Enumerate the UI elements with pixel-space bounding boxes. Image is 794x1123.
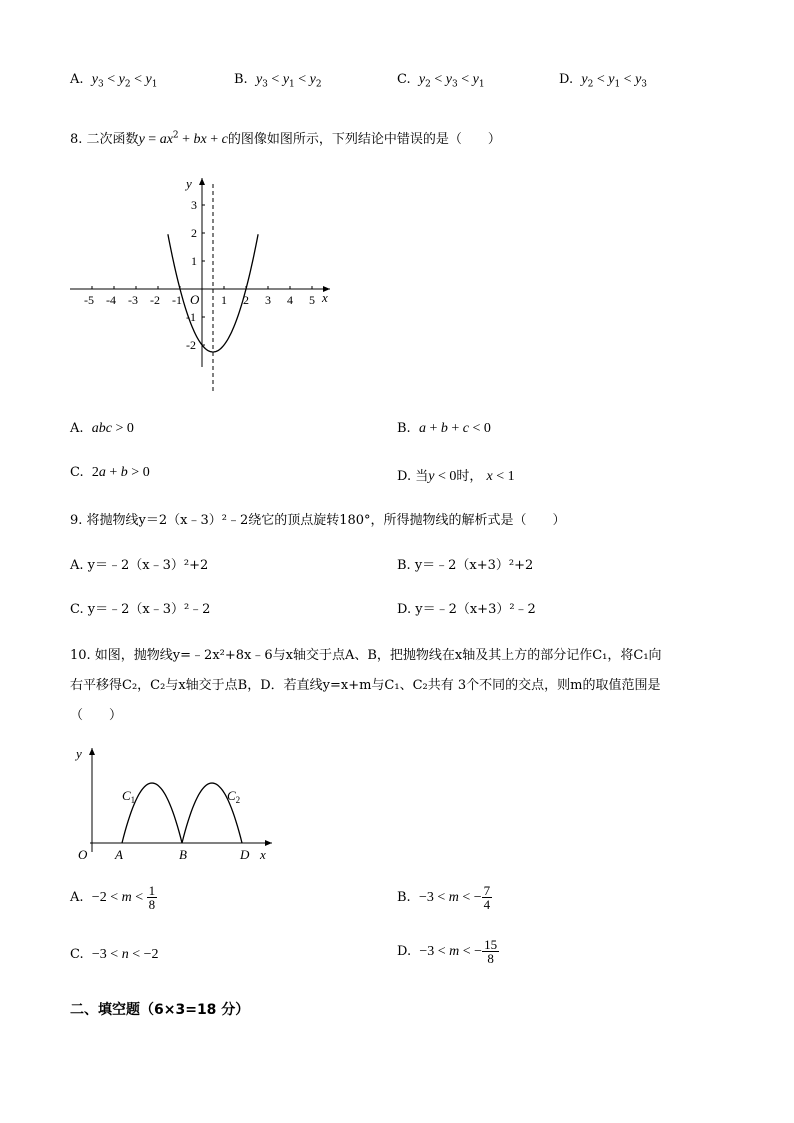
q8-parabola-graph: [68, 172, 338, 400]
q8-option-c: C. 2a + b > 0: [70, 465, 150, 480]
q8-x-tick-label: -3: [128, 293, 138, 307]
q10-option-c: C. −3 < n < −2: [70, 947, 159, 962]
q8-x-tick-label: 1: [221, 293, 227, 307]
q10-option-b: B. −3 < m < − $\frac{7}{4}$: [397, 883, 491, 912]
q10-origin-label: O: [78, 847, 88, 862]
q8-x-tick-label: -2: [150, 293, 160, 307]
q7-option-b: B. $y_3 < y_1 < y_2$: [234, 72, 322, 90]
q10-stem-line1: 10. 如图，抛物线y=﹣2x²+8x﹣6与x轴交于点A、B，把抛物线在x轴及其上方的部分记作C₁，将C₁向: [70, 648, 662, 663]
q8-stem: 8. 二次函数$y = ax^2$ + bx + c的图像如图所示，下列结论中错误的是（ ）: [70, 130, 501, 147]
q8-x-tick-label: 2: [243, 293, 249, 307]
q8-x-tick-label: 3: [265, 293, 271, 307]
q10-point-d: D: [240, 847, 250, 862]
q10-curve-c1: [122, 783, 182, 843]
q8-y-tick-label: -2: [186, 338, 196, 352]
q10-graph: [70, 740, 280, 865]
q7-option-c: C. $y_2 < y_3 < y_1$: [397, 72, 485, 90]
q8-x-tick-label: 5: [309, 293, 315, 307]
q10-option-a: A. −2 < m < $\frac{1}{8}$: [70, 883, 156, 912]
q8-x-tick-label: -1: [172, 293, 182, 307]
q10-stem-line2: 右平移得C₂，C₂与x轴交于点B，D．若直线y=x+m与C₁、C₂共有 3个不同的交点，则m的取值范围是: [70, 678, 661, 693]
q8-x-tick-label: -4: [106, 293, 116, 307]
q9-stem: 9. 将抛物线y＝2（x﹣3）²﹣2绕它的顶点旋转180°，所得抛物线的解析式是（ ）: [70, 513, 566, 528]
q7-option-d: D. $y_2 < y_1 < y_3$: [559, 72, 648, 90]
q8-y-tick-label: 3: [191, 198, 197, 212]
q10-option-d: D. −3 < m < − $\frac{15}{8}$: [397, 937, 498, 966]
q10-c2-label: $C_2$: [227, 788, 241, 805]
q8-option-b: B. a + b + c < 0: [397, 421, 491, 436]
q8-x-tick-label: 4: [287, 293, 293, 307]
q9-option-c: C. y＝﹣2（x﹣3）²﹣2: [70, 602, 211, 617]
q7-option-a: A. $y_3 < y_2 < y_1$: [70, 72, 158, 90]
q8-y-tick-label: 1: [191, 254, 197, 268]
q10-point-a: A: [115, 847, 123, 862]
q10-point-b: B: [179, 847, 187, 862]
q9-option-a: A. y＝﹣2（x﹣3）²+2: [70, 558, 209, 573]
q9-option-b: B. y＝﹣2（x+3）²+2: [397, 558, 534, 573]
q8-origin-label: O: [190, 292, 200, 307]
q8-y-tick-label: 2: [191, 226, 197, 240]
q10-x-label: x: [260, 847, 266, 862]
q8-x-tick-label: -5: [84, 293, 94, 307]
q10-c1-label: $C_1$: [122, 788, 136, 805]
q8-option-d: D. 当y < 0时， x < 1: [397, 469, 515, 484]
section2-title: 二、填空题（6×3=18 分）: [70, 1002, 250, 1018]
q8-y-tick-label: -1: [186, 310, 196, 324]
q8-option-a: A. abc > 0: [70, 421, 134, 436]
q9-option-d: D. y＝﹣2（x+3）²﹣2: [397, 602, 536, 617]
q10-y-label: y: [76, 746, 82, 761]
q8-x-label: x: [322, 290, 328, 305]
q10-stem-line3: （ ）: [70, 708, 123, 723]
q8-y-label: y: [186, 176, 192, 191]
